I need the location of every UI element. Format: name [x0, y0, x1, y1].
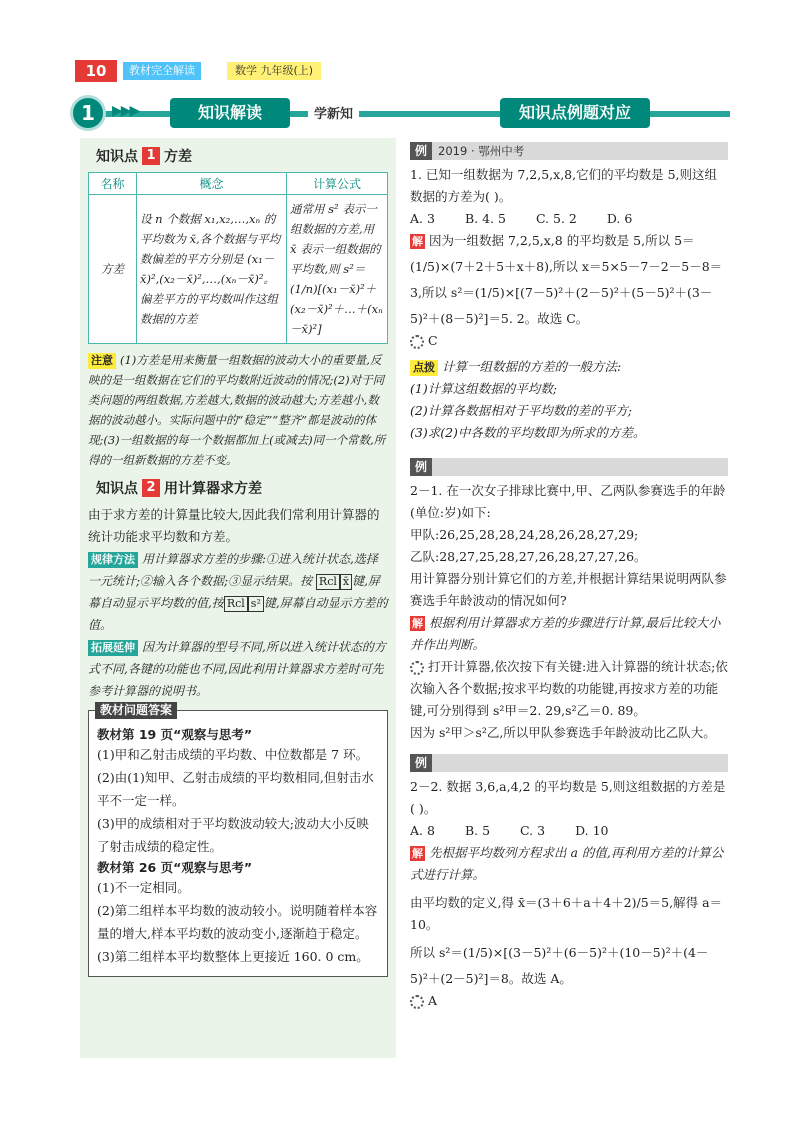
tip-block: [410, 356, 728, 444]
example-1-source: 2019 · 鄂州中考: [438, 144, 525, 158]
example-2-2-answer: [410, 990, 728, 1012]
note-text: (1)方差是用来衡量一组数据的波动大小的重要量,反映的是一组数据在它们的平均数附近波动的情况;(2)对于同类问题的两组数据,方差越大,数据的波动越大;方差越小,数据的波动越小。实际问题中的“稳定”“整齐”都是波动的体现;(3)一组数据的每一个数据都加上(或减去)同一个常数,所得的一组新数据的方差不变。: [88, 353, 386, 467]
team-b-ages: 乙队:28,27,25,28,27,26,28,27,27,26。: [410, 549, 647, 564]
tab-knowledge: 知识解读: [170, 98, 290, 128]
kp1-heading: [96, 146, 388, 166]
kp2-label: 知识点: [96, 481, 138, 497]
left-column: [80, 138, 396, 1058]
answers-q2-title: 教材第 26 页“观察与思考”: [97, 860, 253, 875]
tip-line: (3)求(2)中各数的平均数即为所求的方差。: [410, 425, 646, 440]
answer-text: 打开计算器,依次按下有关键:进入计算器的统计状态;依次输入各个数据;按求平均数的功能键,再按求方差的功能键,可分别得到 s²甲＝2. 29,s²乙＝0. 89。: [410, 659, 728, 718]
definition-table: [88, 172, 388, 344]
page-header: [75, 60, 355, 82]
option: C. 3: [520, 823, 546, 838]
table-cell-name: 方差: [89, 195, 137, 344]
section-banner: [70, 95, 735, 131]
answer-icon: [410, 335, 424, 349]
option: A. 8: [410, 823, 435, 838]
example-2-2-tag: 例: [410, 754, 432, 772]
example-2-1-answer: [410, 656, 728, 722]
example-2-1-ask: 用计算器分别计算它们的方差,并根据计算结果说明两队参赛选手年龄波动的情况如何?: [410, 571, 727, 608]
extension-text: 因为计算器的型号不同,所以进入统计状态的方式不同,各键的功能也不同,因此利用计算器求方差时可先参考计算器的说明书。: [88, 640, 386, 698]
extension-block: [88, 636, 388, 702]
answers-q2-item: (1)不一定相同。: [97, 880, 190, 895]
textbook-answers-box: [88, 703, 388, 977]
example-1-answer: [410, 330, 728, 352]
option: C. 5. 2: [535, 211, 577, 226]
note-block: [88, 350, 388, 470]
note-tag: 注意: [88, 353, 116, 369]
example-2-1-solution: [410, 612, 728, 656]
tip-line: 计算一组数据的方差的一般方法:: [442, 359, 622, 374]
tab-learn: 学新知: [308, 103, 359, 122]
tip-line: (1)计算这组数据的平均数;: [410, 381, 557, 396]
method-block: [88, 548, 388, 636]
answers-q1-item: (3)甲的成绩相对于平均数波动较大;波动大小反映了射击成绩的稳定性。: [97, 816, 369, 854]
method-text-3: 键,屏幕自动显示方差的值。: [88, 596, 388, 632]
example-2-1-question: 2－1. 在一次女子排球比赛中,甲、乙两队参赛选手的年龄(单位:岁)如下:: [410, 483, 726, 520]
example-1-tag: 例: [410, 142, 432, 160]
example-1-options: [410, 208, 728, 230]
option: D. 6: [606, 211, 633, 226]
key-rcl-2: Rcl: [224, 596, 248, 612]
example-1-solution: [410, 230, 728, 252]
table-cell-concept: 设 n 个数据 x₁,x₂,…,xₙ 的平均数为 x̄,各个数据与平均数偏差的平方分别是 (x₁－x̄)²,(x₂－x̄)²,…,(xₙ－x̄)²。偏差平方的平均数叫作这组数据的方差: [137, 195, 287, 344]
solution-tag: 解: [412, 235, 423, 248]
page-number: 10: [75, 60, 117, 82]
example-2-1-conclusion: 因为 s²甲＞s²乙,所以甲队参赛选手年龄波动比乙队大。: [410, 725, 716, 740]
solution-text: 先根据平均数列方程求出 a 的值,再利用方差的计算公式进行计算。: [410, 845, 724, 882]
table-header-concept: 概念: [137, 173, 287, 195]
example-2-2-solution: [410, 842, 728, 886]
solution-tag: 解: [412, 617, 423, 630]
example-2-1-tag: 例: [410, 458, 432, 476]
example-2-1-bar: [410, 458, 728, 476]
option: D. 10: [575, 823, 609, 838]
example-2-2-question: 2－2. 数据 3,6,a,4,2 的平均数是 5,则这组数据的方差是( )。: [410, 779, 726, 816]
answers-q1-item: (2)由(1)知甲、乙射击成绩的平均数相同,但射击水平不一定一样。: [97, 770, 374, 808]
solution-line: 因为一组数据 7,2,5,x,8 的平均数是 5,所以 5＝: [429, 233, 695, 248]
arrows-icon: ▶▶▶: [112, 103, 139, 119]
method-tag: 规律方法: [88, 552, 138, 568]
option: A. 3: [410, 211, 435, 226]
tip-tag: 点拨: [410, 360, 438, 376]
solution-line: (1/5)×(7＋2＋5＋x＋8),所以 x＝5×5－7－2－5－8＝: [410, 259, 723, 274]
kp2-intro: 由于求方差的计算量比较大,因此我们常利用计算器的统计功能求平均数和方差。: [88, 507, 380, 544]
solution-line: 5)²＋(8－5)²]＝5. 2。故选 C。: [410, 311, 589, 326]
key-xbar: x̄: [340, 574, 352, 590]
answers-q2-item: (3)第二组样本平均数整体上更接近 160. 0 cm。: [97, 949, 369, 964]
solution-line: 3,所以 s²＝(1/5)×[(7－5)²＋(2－5)²＋(5－5)²＋(3－: [410, 285, 713, 300]
table-header-formula: 计算公式: [287, 173, 388, 195]
subject-label: 数学 九年级(上): [227, 62, 321, 80]
answers-q1-title: 教材第 19 页“观察与思考”: [97, 727, 253, 742]
section-number: 1: [70, 95, 106, 131]
method-text-2: 键,屏幕自动显示平均数的值,按: [88, 574, 380, 610]
book-title: 教材完全解读: [123, 62, 201, 80]
solution-step: 所以 s²＝(1/5)×[(3－5)²＋(6－5)²＋(10－5)²＋(4－: [410, 945, 709, 960]
method-text-1: 用计算器求方差的步骤:①进入统计状态,选择一元统计;②输入各个数据;③显示结果。按: [88, 552, 378, 588]
answer-icon: [410, 995, 424, 1009]
key-s2: s²: [248, 596, 264, 612]
option: B. 5: [464, 823, 491, 838]
example-2-2-options: [410, 820, 728, 842]
answer-value: C: [428, 333, 438, 348]
answers-q1-item: (1)甲和乙射击成绩的平均数、中位数都是 7 环。: [97, 747, 369, 762]
answers-title: 教材问题答案: [95, 702, 177, 719]
solution-tag: 解: [412, 847, 423, 860]
option: B. 4. 5: [464, 211, 506, 226]
tip-line: (2)计算各数据相对于平均数的差的平方;: [410, 403, 632, 418]
answer-value: A: [428, 993, 438, 1008]
kp2-title: 用计算器求方差: [164, 481, 262, 497]
kp1-title: 方差: [164, 149, 192, 165]
answer-icon: [410, 661, 424, 675]
kp2-number: 2: [142, 479, 160, 497]
tab-examples: 知识点例题对应: [500, 98, 650, 128]
solution-step: 由平均数的定义,得 x̄＝(3＋6＋a＋4＋2)/5＝5,解得 a＝10。: [410, 895, 723, 932]
right-column: [410, 138, 728, 1012]
answers-q2-item: (2)第二组样本平均数的波动较小。说明随着样本容量的增大,样本平均数的波动变小,逐渐趋于稳定。: [97, 903, 378, 941]
extension-tag: 拓展延伸: [88, 640, 138, 656]
table-cell-formula: 通常用 s² 表示一组数据的方差,用 x̄ 表示一组数据的平均数,则 s²＝(1/n)[(x₁－x̄)²＋(x₂－x̄)²＋…＋(xₙ－x̄)²]: [287, 195, 388, 344]
table-header-name: 名称: [89, 173, 137, 195]
kp1-number: 1: [142, 147, 160, 165]
key-rcl: Rcl: [316, 574, 340, 590]
solution-text: 根据利用计算器求方差的步骤进行计算,最后比较大小并作出判断。: [410, 615, 721, 652]
example-1-question: 1. 已知一组数据为 7,2,5,x,8,它们的平均数是 5,则这组数据的方差为( )。: [410, 167, 718, 204]
kp2-heading: [96, 478, 388, 498]
kp1-label: 知识点: [96, 149, 138, 165]
solution-step: 5)²＋(2－5)²]＝8。故选 A。: [410, 971, 572, 986]
team-a-ages: 甲队:26,25,28,28,24,28,26,28,27,29;: [410, 527, 639, 542]
example-1-bar: [410, 142, 728, 160]
example-2-2-bar: [410, 754, 728, 772]
